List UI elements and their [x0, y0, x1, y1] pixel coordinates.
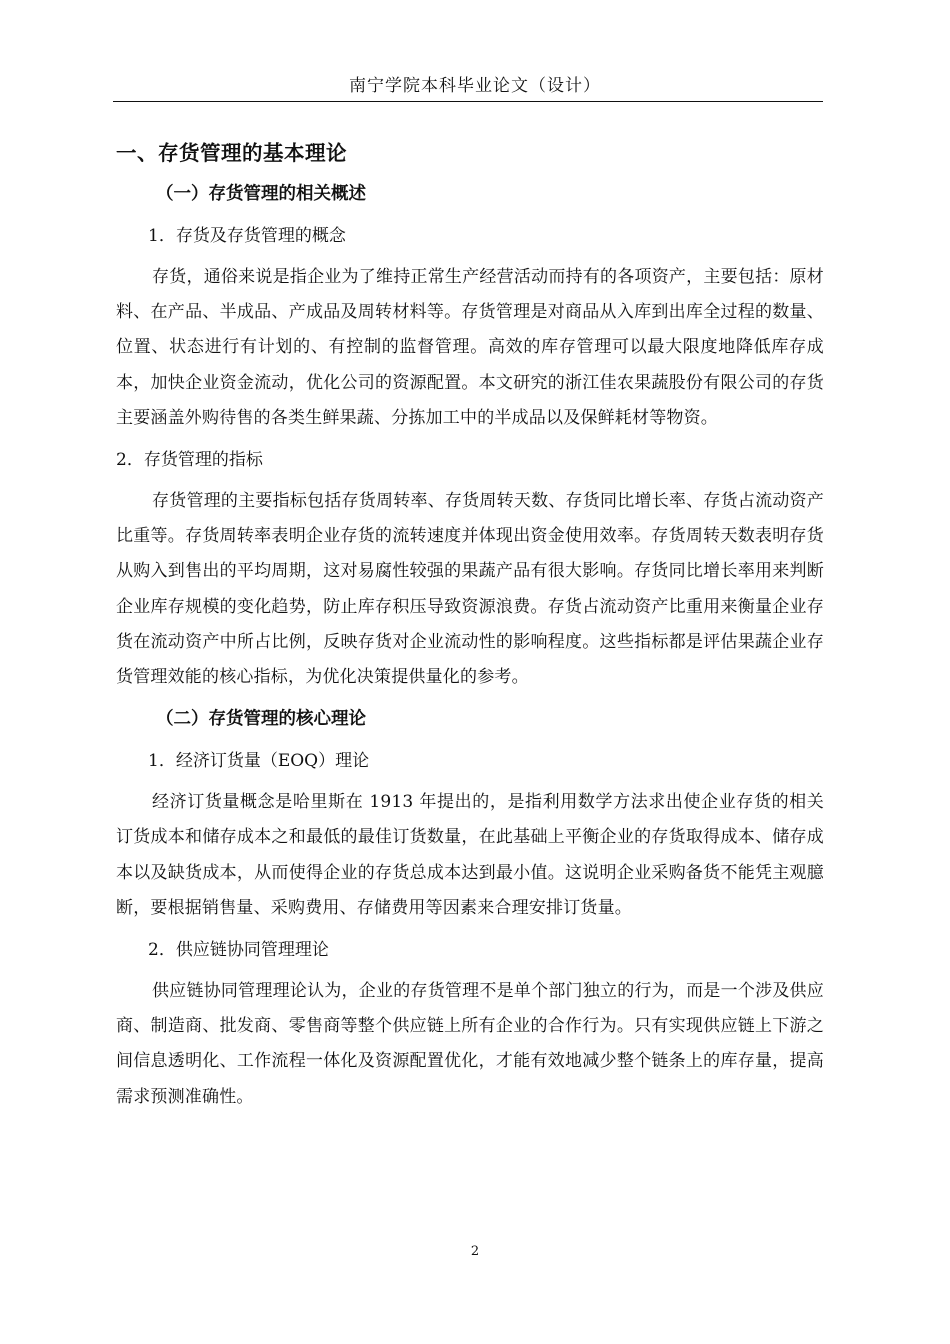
item-heading-supply-chain: 2．供应链协同管理理论: [148, 940, 329, 961]
paragraph-eoq: 经济订货量概念是哈里斯在 1913 年提出的，是指利用数学方法求出使企业存货的相关订货成本和储存成本之和最低的最佳订货数量，在此基础上平衡企业的存货取得成本、储存成本以及缺货成本，从而使得企业的存货总成本达到最小值。这说明企业采购备货不能凭主观臆断，要根据销售量、采购费用、存储费用等因素来合理安排订货量。: [116, 792, 824, 918]
subsection-heading-core-theory: （二）存货管理的核心理论: [156, 709, 366, 730]
header-rule: [113, 101, 823, 102]
paragraph-supply-chain: 供应链协同管理理论认为，企业的存货管理不是单个部门独立的行为，而是一个涉及供应商、制造商、批发商、零售商等整个供应链上所有企业的合作行为。只有实现供应链上下游之间信息透明化、工作流程一体化及资源配置优化，才能有效地减少整个链条上的库存量，提高需求预测准确性。: [116, 981, 824, 1107]
paragraph-inventory-concept: 存货，通俗来说是指企业为了维持正常生产经营活动而持有的各项资产，主要包括：原材料、在产品、半成品、产成品及周转材料等。存货管理是对商品从入库到出库全过程的数量、位置、状态进行有计划的、有控制的监督管理。高效的库存管理可以最大限度地降低库存成本，加快企业资金流动，优化公司的资源配置。本文研究的浙江佳农果蔬股份有限公司的存货主要涵盖外购待售的各类生鲜果蔬、分拣加工中的半成品以及保鲜耗材等物资。: [116, 267, 824, 428]
paragraph-inventory-indicators: 存货管理的主要指标包括存货周转率、存货周转天数、存货同比增长率、存货占流动资产比重等。存货周转率表明企业存货的流转速度并体现出资金使用效率。存货周转天数表明存货从购入到售出的平均周期，这对易腐性较强的果蔬产品有很大影响。存货同比增长率用来判断企业库存规模的变化趋势，防止库存积压导致资源浪费。存货占流动资产比重用来衡量企业存货在流动资产中所占比例，反映存货对企业流动性的影响程度。这些指标都是评估果蔬企业存货管理效能的核心指标，为优化决策提供量化的参考。: [116, 491, 824, 688]
item-heading-inventory-concept: 1．存货及存货管理的概念: [148, 226, 346, 246]
subsection-heading-overview: （一）存货管理的相关概述: [156, 184, 366, 204]
item-heading-inventory-indicators: 2．存货管理的指标: [116, 450, 263, 471]
page-body: [116, 134, 824, 1121]
page-number: 2: [470, 1244, 480, 1259]
running-header: 南宁学院本科毕业论文（设计）: [349, 76, 601, 96]
section-heading: 一、存货管理的基本理论: [116, 141, 347, 165]
item-heading-eoq: 1．经济订货量（EOQ）理论: [148, 751, 370, 772]
